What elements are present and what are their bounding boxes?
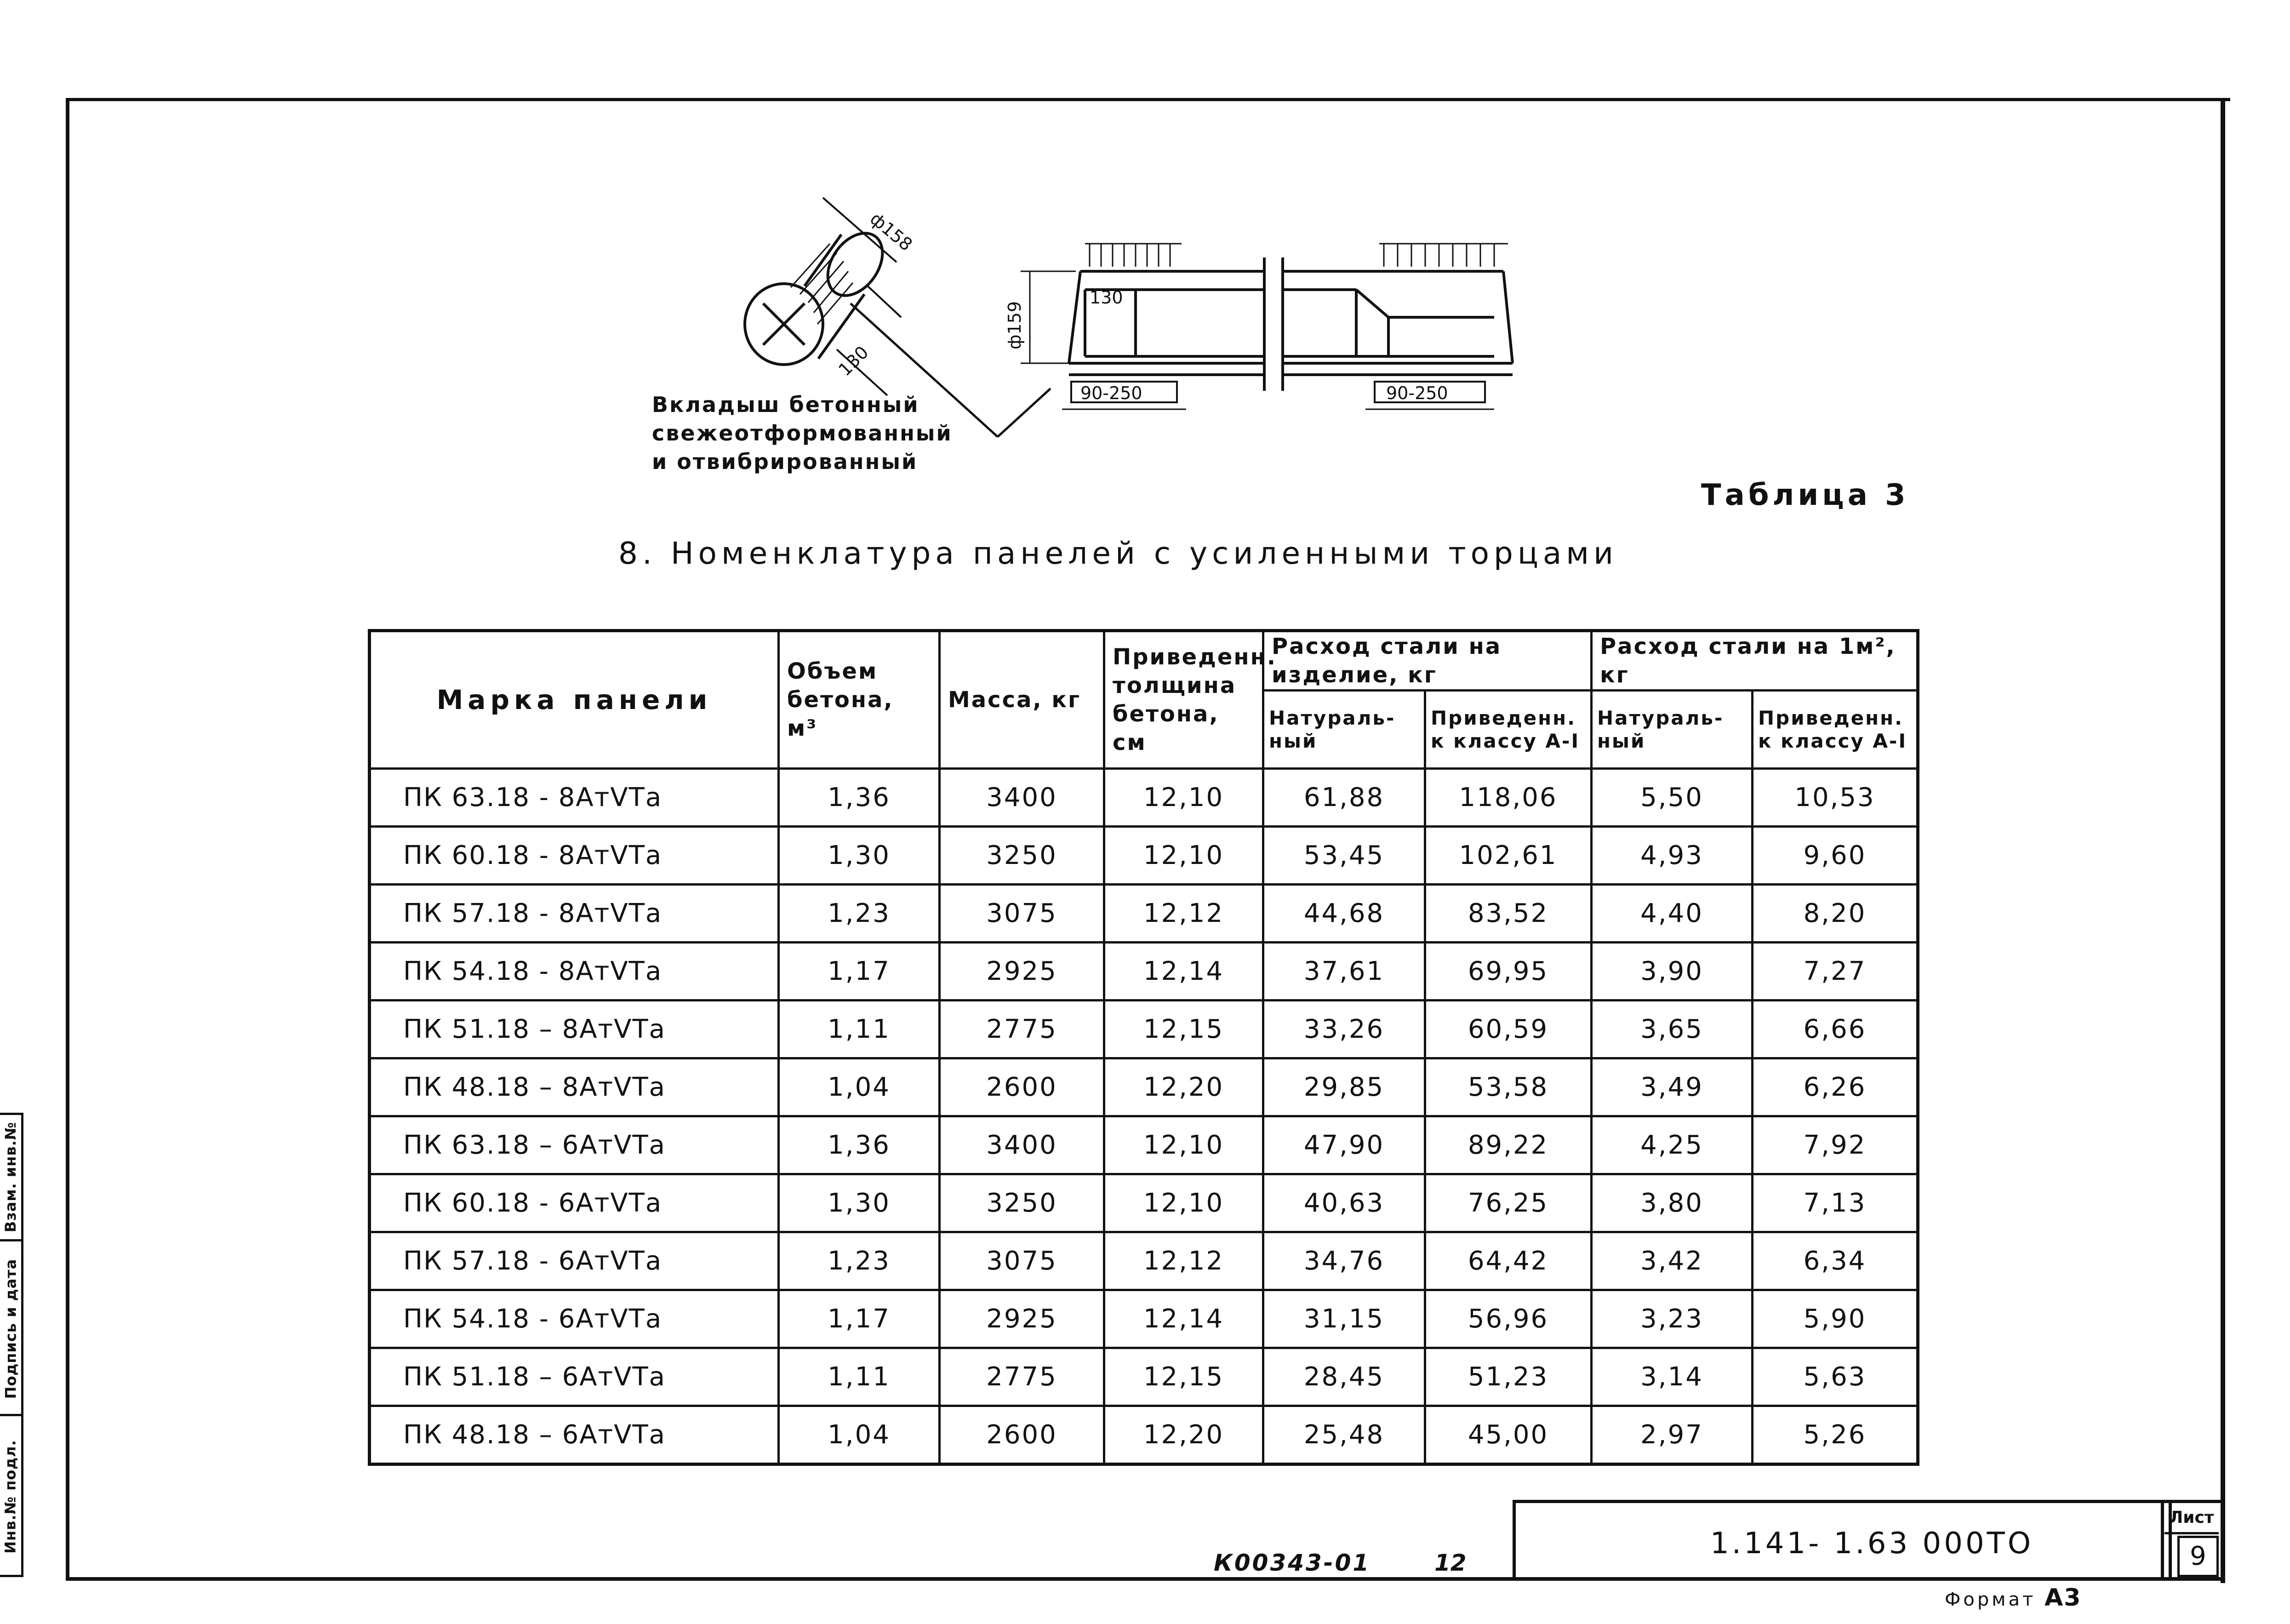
table-row — [370, 884, 1918, 942]
header-thickness: Приведенн. толщина бетона, см — [1104, 631, 1263, 769]
cell-mark: ПК 54.18 - 6АтⅤТа — [370, 1290, 779, 1348]
cell-thickness: 12,12 — [1104, 884, 1263, 942]
cell-volume: 1,36 — [779, 1116, 940, 1174]
cell-volume: 1,23 — [779, 884, 940, 942]
cell-m2-nat: 4,40 — [1592, 884, 1753, 942]
cell-steel-nat: 37,61 — [1263, 942, 1425, 1000]
cell-thickness: 12,14 — [1104, 1290, 1263, 1348]
dim-section-length: 130 — [1090, 287, 1123, 308]
table-body — [370, 769, 1918, 1464]
handwritten-code: К00343-01 — [1214, 1550, 1371, 1576]
cell-m2-red: 8,20 — [1753, 884, 1918, 942]
cell-mark: ПК 51.18 – 6АтⅤТа — [370, 1348, 779, 1406]
cell-mass: 2925 — [940, 942, 1104, 1000]
cell-steel-red: 76,25 — [1425, 1174, 1592, 1232]
cell-m2-nat: 5,50 — [1592, 769, 1753, 827]
cell-mass: 3400 — [940, 769, 1104, 827]
cell-mark: ПК 60.18 - 6АтⅤТа — [370, 1174, 779, 1232]
header-volume: Объем бетона, м³ — [779, 631, 940, 769]
cell-m2-nat: 2,97 — [1592, 1406, 1753, 1464]
cell-m2-red: 7,27 — [1753, 942, 1918, 1000]
cell-volume: 1,36 — [779, 769, 940, 827]
cell-mass: 3250 — [940, 826, 1104, 884]
cell-steel-nat: 53,45 — [1263, 826, 1425, 884]
cell-steel-red: 56,96 — [1425, 1290, 1592, 1348]
frame-right-border — [2221, 98, 2225, 1583]
cell-m2-red: 9,60 — [1753, 826, 1918, 884]
cell-steel-red: 64,42 — [1425, 1232, 1592, 1290]
cell-steel-red: 118,06 — [1425, 769, 1592, 827]
cell-m2-red: 6,34 — [1753, 1232, 1918, 1290]
sheet-number: 9 — [2177, 1536, 2219, 1577]
cell-m2-red: 6,26 — [1753, 1058, 1918, 1116]
cell-steel-nat: 31,15 — [1263, 1290, 1425, 1348]
header-reduced-2: Приведенн. к классу А-I — [1753, 691, 1918, 769]
cell-volume: 1,04 — [779, 1058, 940, 1116]
cell-m2-red: 7,92 — [1753, 1116, 1918, 1174]
header-steel-m2: Расход стали на 1м², кг — [1592, 631, 1918, 691]
cell-steel-nat: 25,48 — [1263, 1406, 1425, 1464]
cell-mark: ПК 63.18 - 8АтⅤТа — [370, 769, 779, 827]
cell-mass: 3075 — [940, 884, 1104, 942]
cell-steel-red: 60,59 — [1425, 1000, 1592, 1058]
cell-volume: 1,17 — [779, 1290, 940, 1348]
cell-thickness: 12,20 — [1104, 1058, 1263, 1116]
cell-steel-red: 102,61 — [1425, 826, 1592, 884]
cell-mass: 2600 — [940, 1406, 1104, 1464]
table-row — [370, 826, 1918, 884]
cell-steel-red: 51,23 — [1425, 1348, 1592, 1406]
dim-insert-length: 130 — [834, 342, 873, 380]
format-label: Формат А3 — [1945, 1584, 2082, 1612]
cell-thickness: 12,10 — [1104, 769, 1263, 827]
cell-m2-nat: 3,42 — [1592, 1232, 1753, 1290]
nomenclature-table — [368, 629, 1919, 1466]
table-tag: Таблица 3 — [1701, 478, 1909, 512]
cell-mass: 2600 — [940, 1058, 1104, 1116]
insert-top-edge — [805, 234, 841, 286]
sheet-label: Лист — [2164, 1504, 2219, 1534]
cell-steel-nat: 29,85 — [1263, 1058, 1425, 1116]
table-row — [370, 1290, 1918, 1348]
cell-volume: 1,04 — [779, 1406, 940, 1464]
cell-m2-nat: 3,49 — [1592, 1058, 1753, 1116]
side-cell-signature: Подпись и дата — [0, 1239, 21, 1416]
cell-steel-red: 89,22 — [1425, 1116, 1592, 1174]
document-code: 1.141- 1.63 000ТО — [1710, 1527, 2034, 1561]
header-natural-1: Натураль- ный — [1263, 691, 1425, 769]
table-row — [370, 1406, 1918, 1464]
handwritten-number: 12 — [1434, 1550, 1467, 1576]
cell-steel-nat: 33,26 — [1263, 1000, 1425, 1058]
cell-m2-nat: 3,90 — [1592, 942, 1753, 1000]
dim-support-right: 90-250 — [1386, 383, 1448, 403]
cell-m2-red: 5,63 — [1753, 1348, 1918, 1406]
cell-volume: 1,30 — [779, 1174, 940, 1232]
table-row — [370, 1174, 1918, 1232]
section-title: 8. Номенклатура панелей с усиленными торцами — [618, 536, 1618, 571]
cell-steel-red: 83,52 — [1425, 884, 1592, 942]
table-row — [370, 942, 1918, 1000]
cell-volume: 1,23 — [779, 1232, 940, 1290]
cell-mark: ПК 48.18 – 6АтⅤТа — [370, 1406, 779, 1464]
cell-mass: 3075 — [940, 1232, 1104, 1290]
header-reduced-1: Приведенн. к классу А-I — [1425, 691, 1592, 769]
cell-mark: ПК 60.18 - 8АтⅤТа — [370, 826, 779, 884]
side-cell-replace: Взам. инв.№ — [2, 1121, 19, 1233]
cell-m2-red: 5,26 — [1753, 1406, 1918, 1464]
cell-thickness: 12,10 — [1104, 1116, 1263, 1174]
cell-volume: 1,11 — [779, 1000, 940, 1058]
table-row — [370, 769, 1918, 827]
cell-m2-red: 10,53 — [1753, 769, 1918, 827]
cell-steel-red: 69,95 — [1425, 942, 1592, 1000]
cell-m2-nat: 3,14 — [1592, 1348, 1753, 1406]
cell-steel-nat: 47,90 — [1263, 1116, 1425, 1174]
cell-m2-nat: 4,25 — [1592, 1116, 1753, 1174]
cell-m2-red: 6,66 — [1753, 1000, 1918, 1058]
cell-m2-nat: 3,65 — [1592, 1000, 1753, 1058]
cell-steel-nat: 34,76 — [1263, 1232, 1425, 1290]
cell-m2-red: 5,90 — [1753, 1290, 1918, 1348]
cell-thickness: 12,10 — [1104, 1174, 1263, 1232]
cell-mass: 2775 — [940, 1348, 1104, 1406]
cell-thickness: 12,12 — [1104, 1232, 1263, 1290]
table-row — [370, 1232, 1918, 1290]
callout-line-3: и отвибрированный — [652, 449, 918, 474]
cell-mass: 3400 — [940, 1116, 1104, 1174]
header-mark: Марка панели — [370, 631, 779, 769]
cell-steel-red: 45,00 — [1425, 1406, 1592, 1464]
cell-mark: ПК 63.18 – 6АтⅤТа — [370, 1116, 779, 1174]
cell-volume: 1,30 — [779, 826, 940, 884]
cell-steel-nat: 28,45 — [1263, 1348, 1425, 1406]
cell-mass: 2775 — [940, 1000, 1104, 1058]
cell-volume: 1,17 — [779, 942, 940, 1000]
dim-support-left: 90-250 — [1080, 383, 1142, 403]
cell-mark: ПК 48.18 – 8АтⅤТа — [370, 1058, 779, 1116]
cell-thickness: 12,15 — [1104, 1348, 1263, 1406]
header-natural-2: Натураль- ный — [1592, 691, 1753, 769]
cell-m2-nat: 3,23 — [1592, 1290, 1753, 1348]
cell-thickness: 12,14 — [1104, 942, 1263, 1000]
cell-volume: 1,11 — [779, 1348, 940, 1406]
cell-thickness: 12,20 — [1104, 1406, 1263, 1464]
dim-section-height: ф159 — [1005, 301, 1025, 349]
cell-m2-nat: 3,80 — [1592, 1174, 1753, 1232]
header-mass: Масса, кг — [940, 631, 1104, 769]
side-cell-inventory: Инв.№ подл. — [0, 1414, 21, 1577]
dim-diameter: ф158 — [866, 208, 916, 255]
callout-line-1: Вкладыш бетонный — [652, 392, 919, 417]
cell-mark: ПК 57.18 - 8АтⅤТа — [370, 884, 779, 942]
side-strip — [0, 1113, 23, 1577]
cell-steel-red: 53,58 — [1425, 1058, 1592, 1116]
cell-mass: 3250 — [940, 1174, 1104, 1232]
cell-steel-nat: 44,68 — [1263, 884, 1425, 942]
callout-line-2: свежеотформованный — [652, 421, 953, 446]
table-row — [370, 1348, 1918, 1406]
cell-mass: 2925 — [940, 1290, 1104, 1348]
table-row — [370, 1000, 1918, 1058]
cell-m2-red: 7,13 — [1753, 1174, 1918, 1232]
cell-thickness: 12,15 — [1104, 1000, 1263, 1058]
cell-thickness: 12,10 — [1104, 826, 1263, 884]
cell-mark: ПК 51.18 – 8АтⅤТа — [370, 1000, 779, 1058]
cell-steel-nat: 40,63 — [1263, 1174, 1425, 1232]
table-row — [370, 1058, 1918, 1116]
cell-mark: ПК 57.18 - 6АтⅤТа — [370, 1232, 779, 1290]
cell-steel-nat: 61,88 — [1263, 769, 1425, 827]
cell-mark: ПК 54.18 - 8АтⅤТа — [370, 942, 779, 1000]
table-row — [370, 1116, 1918, 1174]
header-steel-product: Расход стали на изделие, кг — [1263, 631, 1592, 691]
cell-m2-nat: 4,93 — [1592, 826, 1753, 884]
